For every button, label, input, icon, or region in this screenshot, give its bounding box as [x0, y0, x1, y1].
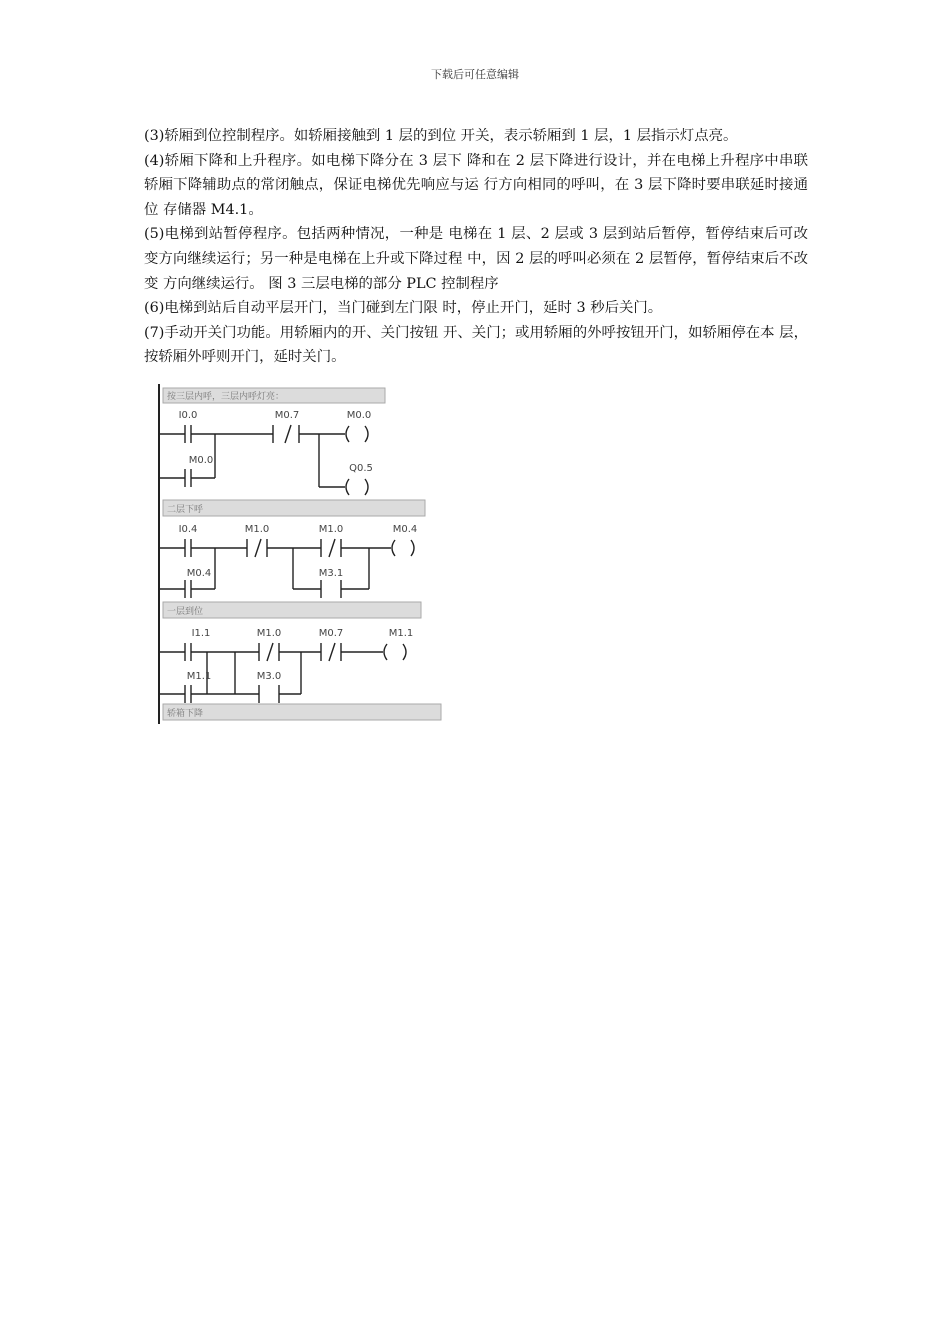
paragraph-4: (4)轿厢下降和上升程序。如电梯下降分在 3 层下 降和在 2 层下降进行设计，并在电梯上升程序中串联 轿厢下降辅助点的常闭触点，保证电梯优先响应与运 行方向相同的呼叫，在 3 层下降时要串联延时接通位 存储器 M4.1。: [144, 152, 808, 218]
label-i11: I1.1: [191, 628, 211, 639]
ladder-diagram: [155, 384, 485, 724]
label-coil-m04: M0.4: [392, 524, 418, 535]
contact-m07-nc-slash: [285, 425, 291, 443]
label-m31: M3.1: [318, 568, 344, 579]
label-coil-m00: M0.0: [346, 410, 372, 421]
label-m10-b: M1.0: [318, 524, 344, 535]
label-coil-m11: M1.1: [388, 628, 414, 639]
coil-q05-right: [365, 479, 368, 495]
label-m07: M0.7: [274, 410, 300, 421]
coil-m00-left: [346, 426, 349, 442]
coil-q05-left: [346, 479, 349, 495]
paragraph-7: (7)手动开关门功能。用轿厢内的开、关门按钮 开、关门；或用轿厢的外呼按钮开门，如轿厢停在本 层，按轿厢外呼则开门，延时关门。: [144, 324, 808, 366]
network-title-3: 一层到位: [167, 607, 204, 617]
label-m04-branch: M0.4: [186, 568, 212, 579]
network-title-1: 按三层内呼，三层内呼灯亮：: [167, 392, 285, 402]
label-coil-q05: Q0.5: [349, 463, 373, 474]
paragraph-6: (6)电梯到站后自动平层开门，当门碰到左门限 时，停止开门，延时 3 秒后关门。: [144, 300, 663, 317]
ladder-diagram-svg: [155, 384, 485, 724]
paragraph-5: (5)电梯到站暂停程序。包括两种情况，一种是 电梯在 1 层、2 层或 3 层到站后暂停，暂停结束后可改 变方向继续运行；另一种是电梯在上升或下降过程 中，因 2 层的呼叫必须在 2 层暂停，暂停结束后不改变 方向继续运行。 图 3 三层电梯的部分 PLC 控制程序: [144, 226, 808, 292]
label-i00: I0.0: [178, 410, 198, 421]
body-text: [144, 124, 808, 370]
label-m07-b: M0.7: [318, 628, 344, 639]
label-i04: I0.4: [178, 524, 198, 535]
paragraph-3: (3)轿厢到位控制程序。如轿厢接触到 1 层的到位 开关，表示轿厢到 1 层，1 层指示灯点亮。: [144, 128, 738, 144]
network-title-2: 二层下呼: [167, 505, 204, 515]
label-m00-branch: M0.0: [188, 455, 214, 466]
label-m10-c: M1.0: [256, 628, 282, 639]
network-title-4: 轿箱下降: [167, 709, 204, 719]
coil-m00-right: [365, 426, 368, 442]
network-title-bar-4: [163, 704, 441, 720]
page-header: 下载后可任意编辑: [431, 68, 519, 81]
label-m30: M3.0: [256, 671, 282, 682]
label-m11-branch: M1.1: [186, 671, 212, 682]
label-m10-a: M1.0: [244, 524, 270, 535]
